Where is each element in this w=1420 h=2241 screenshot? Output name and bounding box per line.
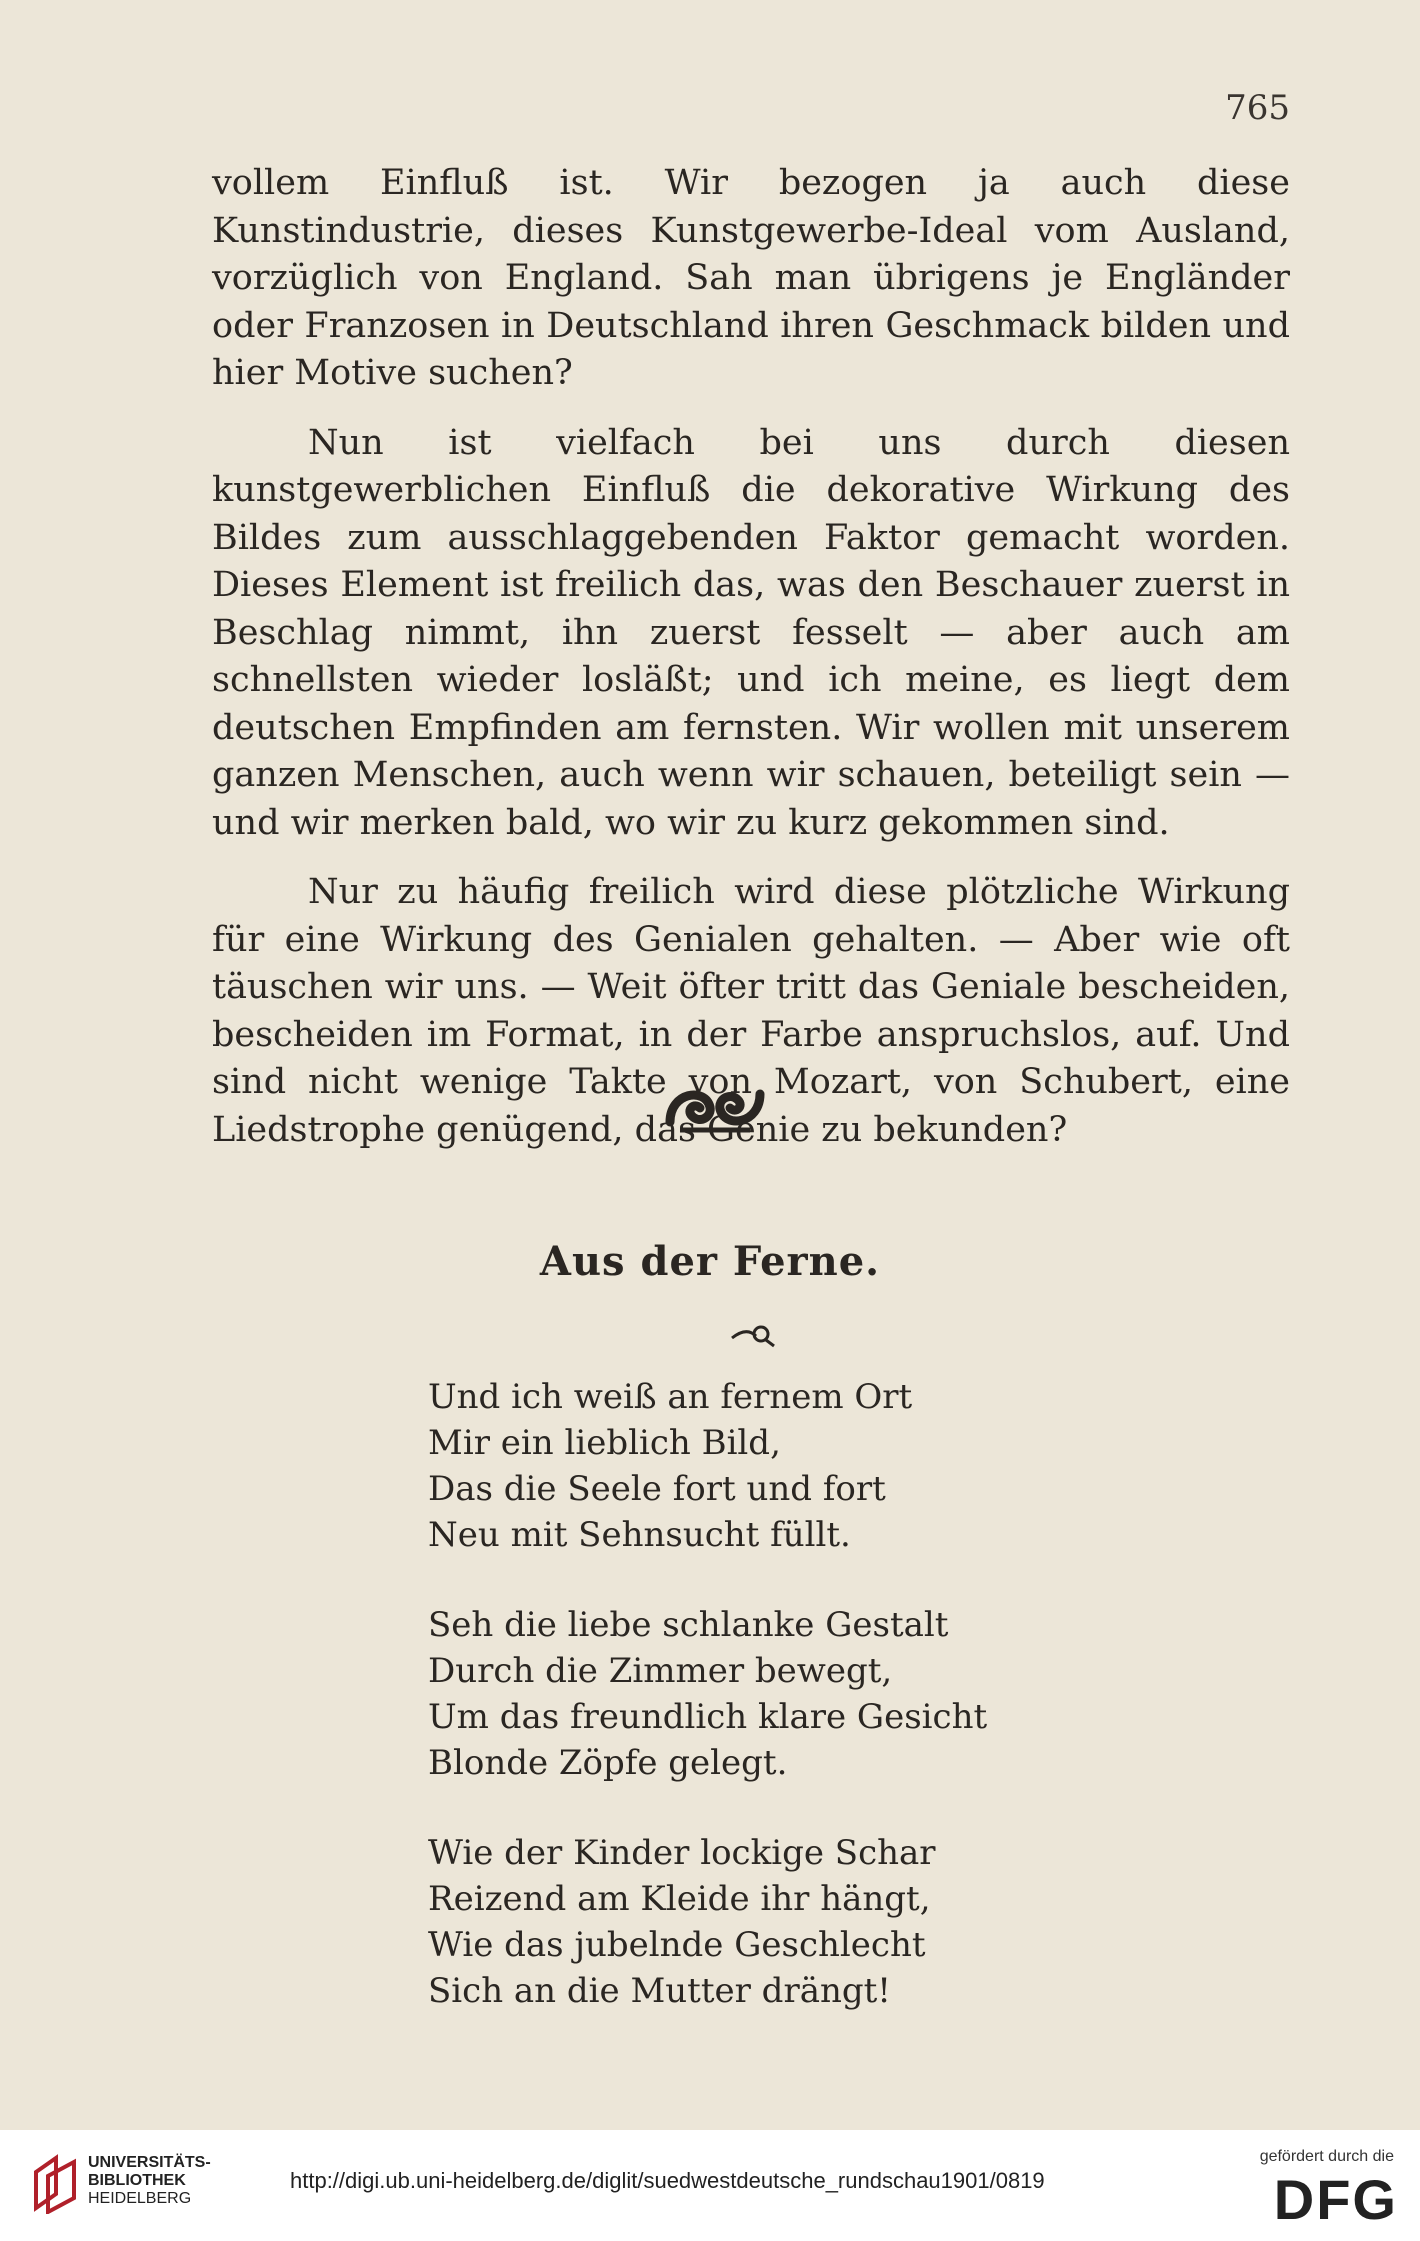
verse-line: Wie der Kinder lockige Schar xyxy=(428,1833,936,1873)
verse-line: Durch die Zimmer bewegt, xyxy=(428,1651,893,1691)
funded-by-label: gefördert durch die xyxy=(1259,2148,1394,2165)
stanza xyxy=(428,1374,1128,1558)
verse-line: Neu mit Sehnsucht füllt. xyxy=(428,1515,851,1555)
ub-heidelberg-logo-icon xyxy=(30,2152,80,2214)
verse-line: Seh die liebe schlanke Gestalt xyxy=(428,1605,949,1645)
library-name-line: BIBLIOTHEK xyxy=(88,2172,186,2189)
verse-line: Um das freundlich klare Gesicht xyxy=(428,1697,988,1737)
permalink-url[interactable]: http://digi.ub.uni-heidelberg.de/diglit/suedwestdeutsche_rundschau1901/0819 xyxy=(290,2168,1045,2193)
stanza xyxy=(428,1602,1128,1786)
stanza xyxy=(428,1830,1128,2014)
verse-line: Wie das jubelnde Geschlecht xyxy=(428,1925,926,1965)
page-number: 765 xyxy=(1225,88,1290,128)
verse-line: Mir ein lieblich Bild, xyxy=(428,1423,781,1463)
library-name-line: HEIDELBERG xyxy=(88,2190,192,2207)
poem-title: Aus der Ferne. xyxy=(539,1238,881,1285)
verse-line: Blonde Zöpfe gelegt. xyxy=(428,1743,788,1783)
fleuron-ornament-icon xyxy=(660,1072,770,1142)
verse-line: Das die Seele fort und fort xyxy=(428,1469,886,1509)
paragraph: vollem Einfluß ist. Wir bezogen ja auch diese Kunstindustrie, dieses Kunstgewerbe-Ideal vom Ausland, vorzüglich von England. Sah man übrigens je Engländer oder Franzosen in Deutschland ihren Geschmack bilden und hier Motive suchen? xyxy=(212,163,1290,393)
verse-line: Und ich weiß an fernem Ort xyxy=(428,1377,913,1417)
library-name xyxy=(88,2154,211,2208)
small-fleuron-icon xyxy=(728,1320,776,1350)
verse-line: Sich an die Mutter drängt! xyxy=(428,1971,891,2011)
paragraph: Nur zu häufig freilich wird diese plötzliche Wirkung für eine Wirkung des Genialen gehalten. — Aber wie oft täuschen wir uns. — Weit öfter tritt das Geniale bescheiden, bescheiden im Format, in der Farbe anspruchslos, auf. Und sind nicht wenige Takte von Mozart, von Schubert, eine Liedstrophe genügend, das Genie zu bekunden? xyxy=(212,872,1290,1150)
paragraph: Nun ist vielfach bei uns durch diesen kunstgewerblichen Einfluß die dekorative Wirkung des Bildes zum ausschlaggebenden Faktor gemacht worden. Dieses Element ist freilich das, was den Beschauer zuerst in Beschlag nimmt, ihn zuerst fesselt — aber auch am schnellsten wieder losläßt; und ich meine, es liegt dem deutschen Empfinden am fernsten. Wir wollen mit unserem ganzen Menschen, auch wenn wir schauen, beteiligt sein — und wir merken bald, wo wir zu kurz gekommen sind. xyxy=(212,422,1290,843)
library-name-line: UNIVERSITÄTS- xyxy=(88,2154,211,2171)
dfg-logo: DFG xyxy=(1273,2168,1398,2231)
poem-body xyxy=(428,1374,1128,2058)
verse-line: Reizend am Kleide ihr hängt, xyxy=(428,1879,931,1919)
footer-bar xyxy=(0,2130,1420,2241)
prose-body xyxy=(212,160,1290,1176)
